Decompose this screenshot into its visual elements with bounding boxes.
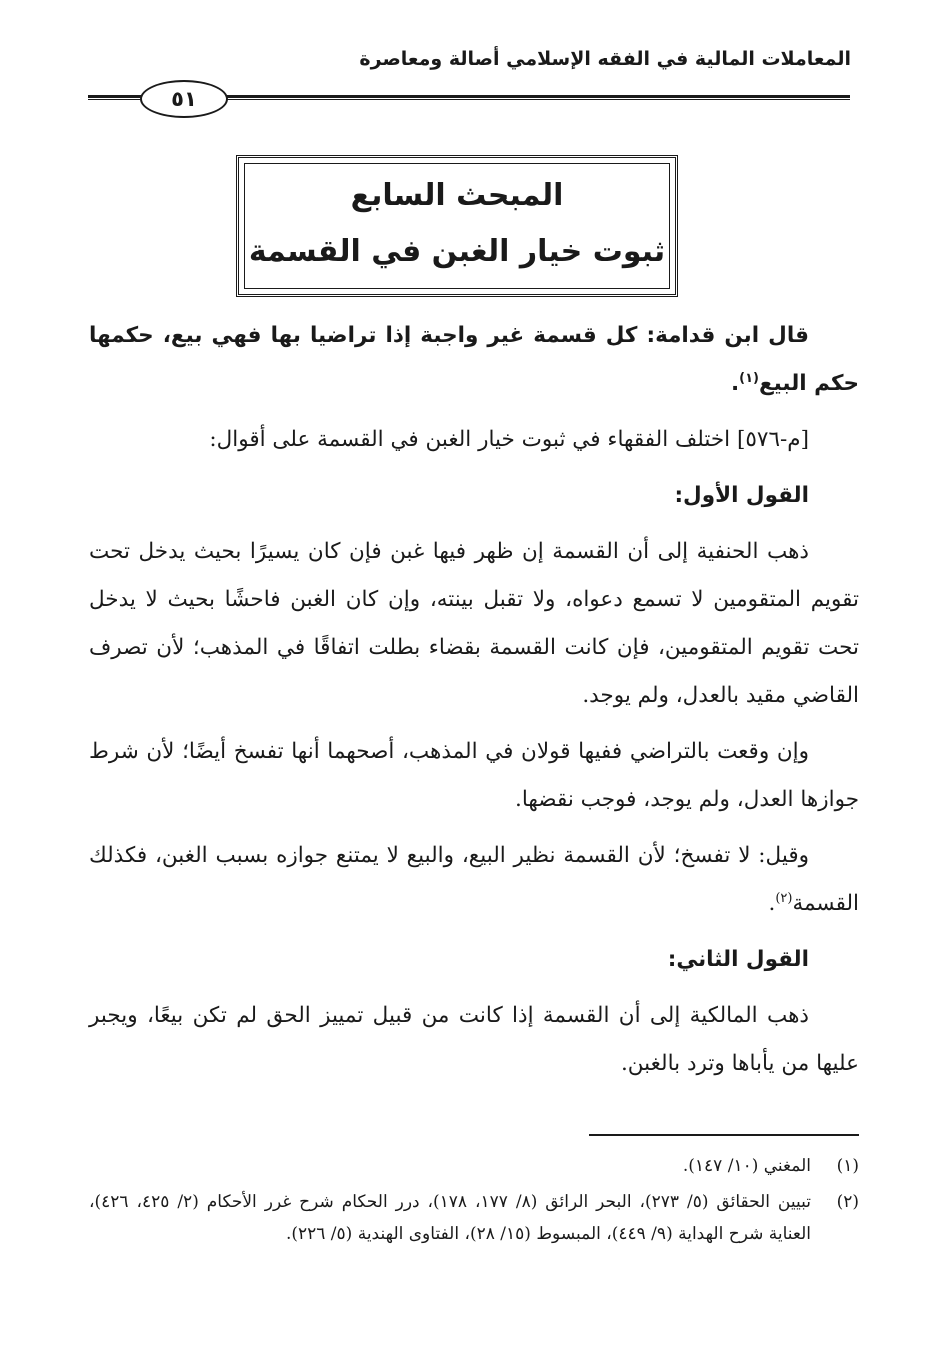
paragraph-qila — [89, 832, 859, 928]
footnotes — [89, 1150, 859, 1254]
page-number: ٥١ — [140, 80, 228, 118]
paragraph-maliki: ذهب المالكية إلى أن القسمة إذا كانت من قبيل تمييز الحق لم تكن بيعًا، ويجبر عليها من يأباها وترد بالغبن. — [89, 1003, 859, 1076]
section-title-box — [236, 155, 678, 297]
footnote-number: (٢) — [836, 1192, 859, 1212]
paragraph-taradi: وإن وقعت بالتراضي ففيها قولان في المذهب، أصحهما أنها تفسخ أيضًا؛ لأن شرط جوازها العدل، ولم يوجد، فوجب نقضها. — [89, 739, 859, 812]
footnote-ref-1: (١) — [739, 370, 759, 386]
paragraph-intro-masala: [م-٥٧٦] اختلف الفقهاء في ثبوت خيار الغبن في القسمة على أقوال: — [209, 427, 809, 452]
paragraph-text: وقيل: لا تفسخ؛ لأن القسمة نظير البيع، والبيع لا يمتنع جوازه بسبب الغبن، فكذلك القسمة — [89, 843, 859, 916]
paragraph-text: قال ابن قدامة: كل قسمة غير واجبة إذا تراضيا بها فهي بيع، حكمها حكم البيع — [89, 323, 859, 396]
section-number-title: المبحث السابع — [350, 178, 564, 213]
footnote-ref-2: (٢) — [775, 890, 793, 906]
heading-second-opinion: القول الثاني: — [667, 947, 809, 972]
footnote-text: المغني (١٠/ ١٤٧). — [682, 1156, 811, 1176]
footnote-item — [89, 1150, 859, 1182]
footnote-text: تبيين الحقائق (٥/ ٢٧٣)، البحر الرائق (٨/ ١٧٧، ١٧٨)، درر الحكام شرح غرر الأحكام (٢/ ٤٢٥، ٤٢٦)، العناية شرح الهداية (٩/ ٤٤٩)، المبسوط (١٥/ ٢٨)، الفتاوى الهندية (٥/ ٢٢٦). — [89, 1192, 811, 1244]
footnote-number: (١) — [836, 1156, 859, 1176]
paragraph-hanafi: ذهب الحنفية إلى أن القسمة إن ظهر فيها غبن فإن كان يسيرًا بحيث يدخل تحت تقويم المتقومين لا تسمع دعواه، ولا تقبل بينته، وإن كان الغبن فاحشًا بحيث لا يدخل تحت تقويم المتقومين، فإن كانت القسمة بقضاء بطلت اتفاقًا في المذهب؛ لأن تصرف القاضي مقيد بالعدل، ولم يوجد. — [89, 539, 859, 708]
paragraph-ibn-qudama — [89, 312, 859, 408]
body-text — [89, 312, 859, 1096]
paragraph-end: . — [730, 371, 740, 396]
paragraph-end: . — [768, 891, 776, 916]
footnote-item — [89, 1186, 859, 1250]
footnote-separator — [589, 1134, 859, 1136]
heading-first-opinion: القول الأول: — [674, 483, 809, 508]
section-subject-title: ثبوت خيار الغبن في القسمة — [248, 234, 666, 269]
running-header-title: المعاملات المالية في الفقه الإسلامي أصالة ومعاصرة — [359, 48, 851, 70]
